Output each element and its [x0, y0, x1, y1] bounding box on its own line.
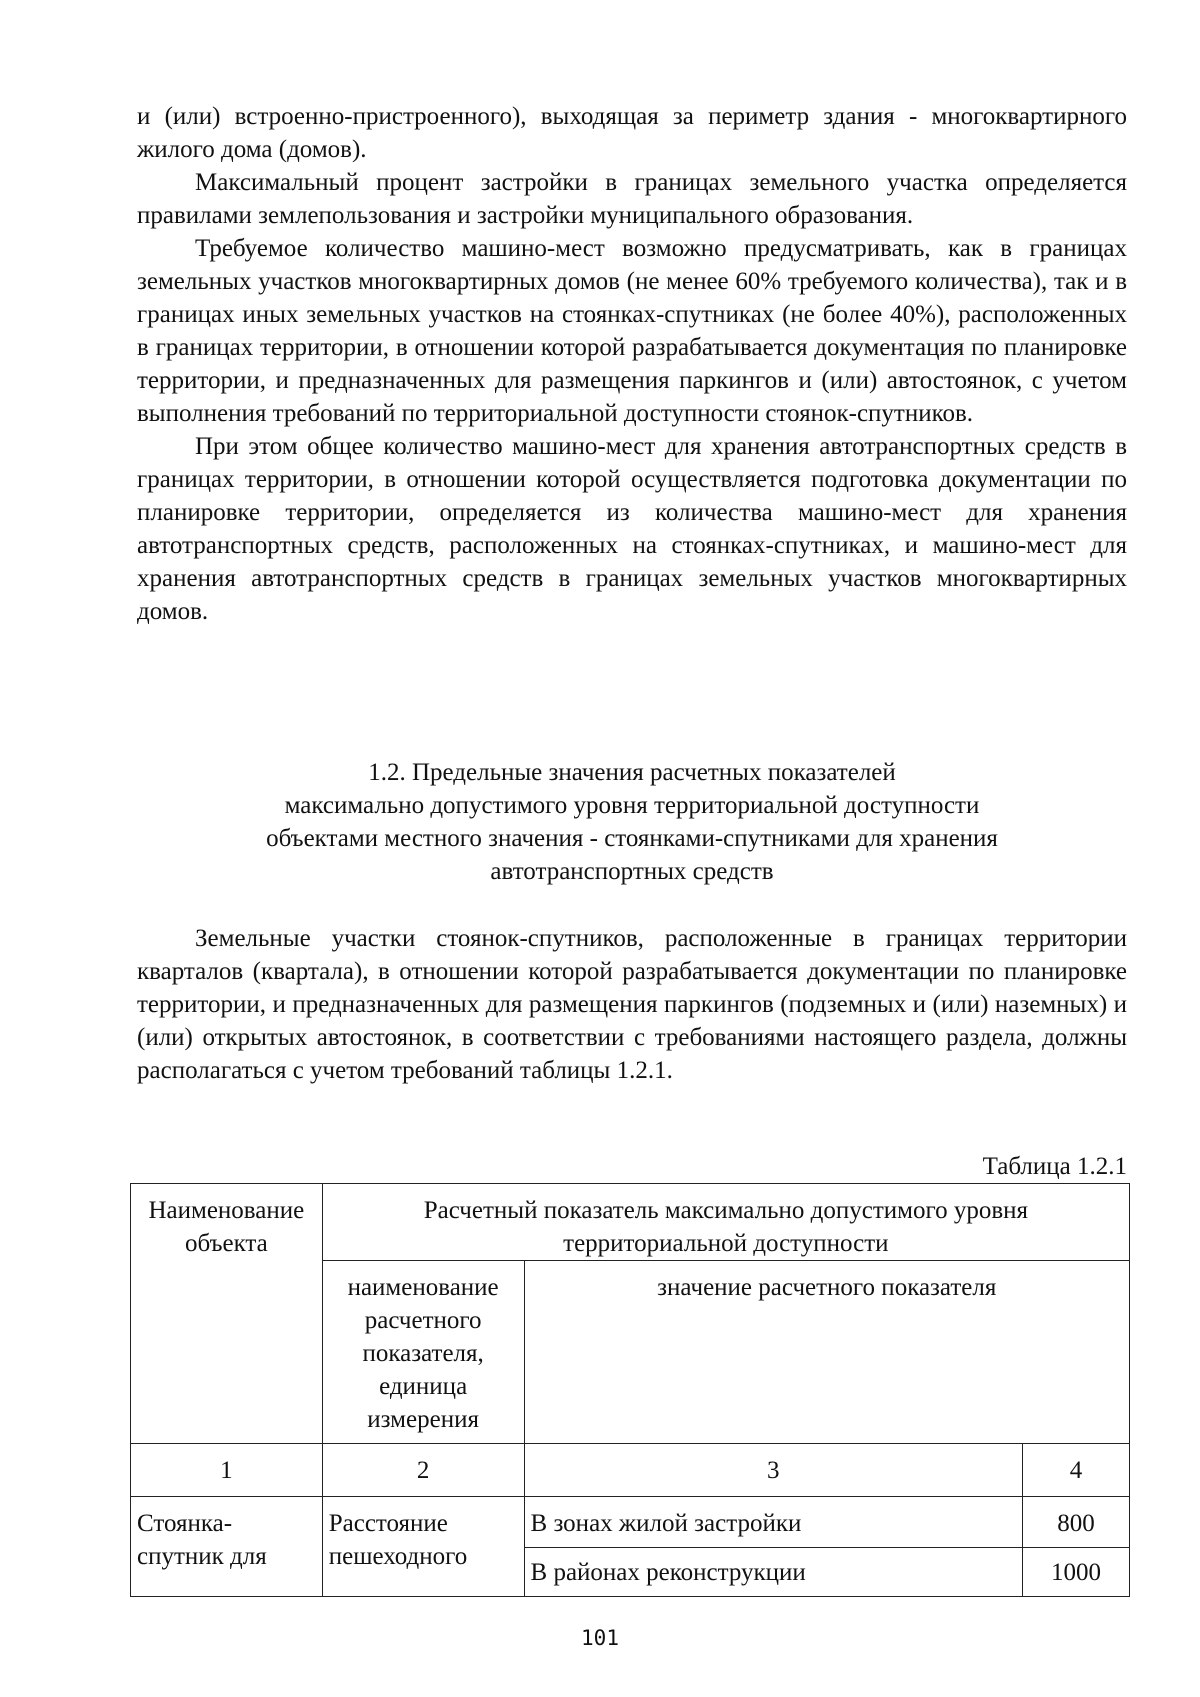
table-cell-value: 1000	[1023, 1548, 1130, 1597]
paragraph: Земельные участки стоянок-спутников, расположенные в границах территории кварталов (квартала), в отношении которой разрабатывается документации по планировке территории, и предназначенных для размещения паркингов (подземных и (или) наземных) и (или) открытых автостоянок, в соответствии с требованиями настоящего раздела, должны располагаться с учетом требований таблицы 1.2.1.	[137, 925, 1127, 1084]
column-number: 1	[131, 1444, 323, 1497]
heading-line: автотранспортных средств	[490, 858, 774, 885]
section-heading	[137, 756, 1127, 888]
paragraph: и (или) встроенно-пристроенного), выходящая за периметр здания - многоквартирного жилого дома (домов).	[137, 103, 1127, 163]
heading-line: максимально допустимого уровня территориальной доступности	[284, 792, 980, 819]
column-number: 4	[1023, 1444, 1130, 1497]
row-object: Стоянка-спутник для	[131, 1497, 323, 1597]
header-object: Наименование объекта	[131, 1184, 323, 1444]
table-caption: Таблица 1.2.1	[982, 1153, 1127, 1180]
data-table	[130, 1183, 1130, 1597]
column-number: 3	[524, 1444, 1022, 1497]
header-indicator-name: наименование расчетного показателя, единица измерения	[322, 1261, 524, 1444]
table-cell-zone: В зонах жилой застройки	[524, 1497, 1022, 1548]
paragraph: При этом общее количество машино-мест для хранения автотранспортных средств в границах территории, в отношении которой осуществляется подготовка документации по планировке территории, определяется из количества машино-мест для хранения автотранспортных средств, расположенных на стоянках-спутниках, и машино-мест для хранения автотранспортных средств в границах земельных участков многоквартирных домов.	[137, 433, 1127, 625]
header-indicator-value: значение расчетного показателя	[524, 1261, 1129, 1444]
intro-text	[137, 100, 1127, 628]
header-indicator: Расчетный показатель максимально допустимого уровня территориальной доступности	[322, 1184, 1129, 1261]
page-number: 101	[581, 1626, 619, 1650]
column-number: 2	[322, 1444, 524, 1497]
row-indicator: Расстояние пешеходного	[322, 1497, 524, 1597]
paragraph: Требуемое количество машино-мест возможно предусматривать, как в границах земельных участков многоквартирных домов (не менее 60% требуемого количества), так и в границах иных земельных участков на стоянках-спутниках (не более 40%), расположенных в границах территории, в отношении которой разрабатывается документация по планировке территории, и предназначенных для размещения паркингов и (или) автостоянок, с учетом выполнения требований по территориальной доступности стоянок-спутников.	[137, 235, 1127, 427]
table-cell-zone: В районах реконструкции	[524, 1548, 1022, 1597]
section-body	[137, 922, 1127, 1087]
heading-line: 1.2. Предельные значения расчетных показателей	[368, 759, 896, 786]
heading-line: объектами местного значения - стоянками-спутниками для хранения	[266, 825, 998, 852]
paragraph: Максимальный процент застройки в границах земельного участка определяется правилами землепользования и застройки муниципального образования.	[137, 169, 1127, 229]
table-cell-value: 800	[1023, 1497, 1130, 1548]
